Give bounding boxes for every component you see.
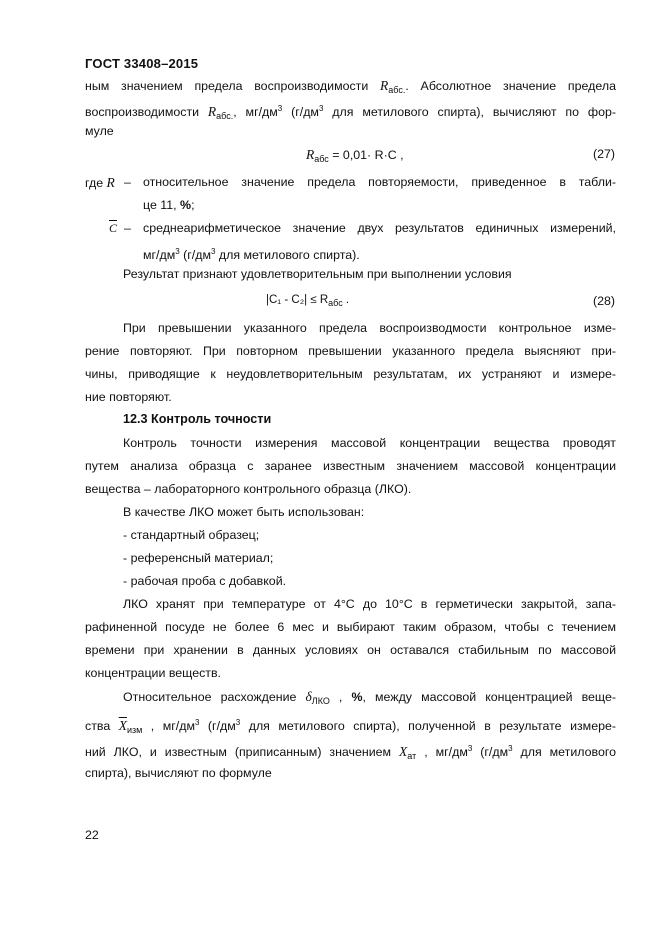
storage-line-4: концентрации веществ. [85, 666, 222, 680]
where-dash-R: – [124, 175, 131, 189]
exceed-line-3: чины, приводящие к неудовлетворительным результатам, их устраняют и измере- [85, 367, 616, 381]
intro-line-2: воспроизводимости $R_{абс.}$, $мг/дм^3$ ($г/дм^3$ для метилового спирта), вычисляют по фор- [85, 104, 616, 121]
equation-number-28: (28) [593, 294, 616, 308]
storage-line-2: рафиненной посуде не более 6 мес и выбирают таким образом, чтобы с течением [85, 620, 616, 634]
where-C-line-2: $мг/дм^3$ ($г/дм^3$ для метилового спирта). [143, 247, 360, 262]
intro-line-1: ным значением предела воспроизводимости $R_{абс.}$. Абсолютное значение предела [85, 78, 616, 95]
page-number: 22 [85, 828, 99, 842]
formula-27: $R_{абс} = 0,01\cdot R\cdot C$ , [306, 147, 404, 164]
lko-intro: В качестве ЛКО может быть использован: [123, 505, 365, 519]
control-line-1: Контроль точности измерения массовой концентрации вещества проводят [123, 436, 616, 450]
exceed-line-1: При превышении указанного предела воспроизводмости контрольное изме- [123, 321, 616, 335]
where-symbol-C: $\overline{C}$ [109, 221, 118, 235]
list-item: - референсный материал; [123, 551, 274, 565]
document-code-header: ГОСТ 33408–2015 [85, 56, 199, 71]
result-condition-text: Результат признают удовлетворительным при выполнении условия [123, 267, 512, 281]
relative-line-2: ства $\overline{X}_{изм}$ , $мг/дм^3$ ($г/дм^3$ для метилового спирта), полученной в результате измере- [85, 718, 616, 735]
relative-line-4: спирта), вычисляют по формуле [85, 766, 272, 780]
where-R-line-1: относительное значение предела повторяемости, приведенное в табли- [143, 175, 616, 189]
control-line-3: вещества – лабораторного контрольного образца (ЛКО). [85, 482, 412, 496]
equation-number-27: (27) [593, 147, 616, 161]
relative-line-3: ний ЛКО, и известным (приписанным) значением $X_{ат}$ , $мг/дм^3$ ($г/дм^3$ для метилового [85, 744, 616, 761]
where-dash-C: – [124, 221, 131, 235]
where-C-line-1: среднеарифметическое значение двух результатов единичных измерений, [143, 221, 616, 235]
list-item: - стандартный образец; [123, 528, 260, 542]
relative-line-1: Относительное расхождение $\delta_{ЛКО}$ , %, между массовой концентрацией веще- [123, 689, 616, 706]
list-item: - рабочая проба с добавкой. [123, 574, 287, 588]
storage-line-1: ЛКО хранят при температуре от 4°С до 10°С в герметически закрытой, запа- [123, 597, 616, 611]
exceed-line-2: рение повторяют. При повторном превышении указанного предела выясняют при- [85, 344, 616, 358]
where-label: где R [85, 175, 115, 190]
storage-line-3: времени при хранении в данных условиях он оставался стабильным по массовой [85, 643, 616, 657]
formula-28: $|C_1 - C_2| \le R_{абс}$ . [266, 294, 350, 308]
intro-line-3: муле [85, 124, 114, 138]
control-line-2: путем анализа образца с заранее известным значением массовой концентрации [85, 459, 616, 473]
section-heading: 12.3 Контроль точности [123, 412, 272, 426]
where-R-line-2: це 11, %; [143, 198, 195, 212]
exceed-line-4: ние повторяют. [85, 390, 172, 404]
